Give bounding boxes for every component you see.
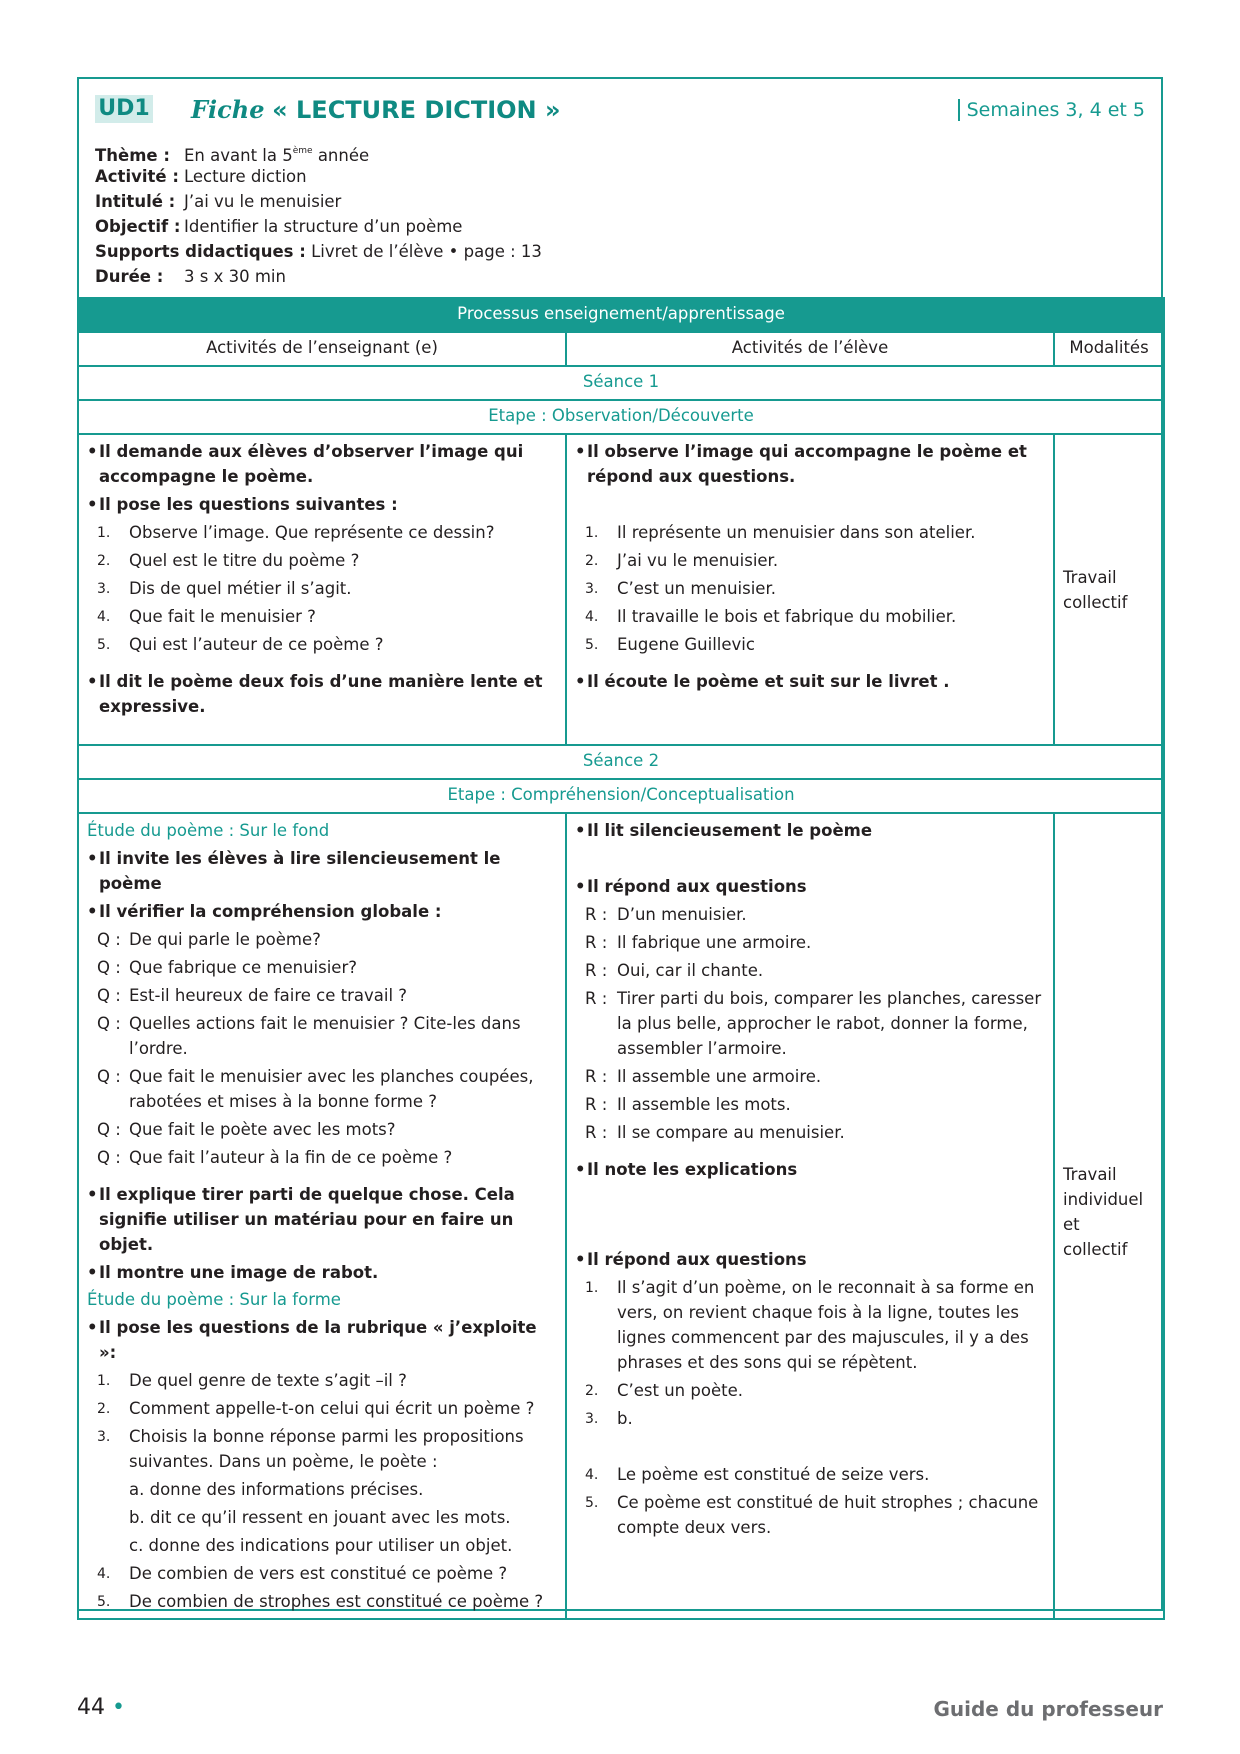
meta-theme: Thème : En avant la 5ème année — [95, 146, 370, 165]
answer-item: R : D’un menuisier. — [585, 905, 747, 924]
list-item: 2. Quel est le titre du poème ? — [97, 551, 360, 570]
meta-supports: Supports didactiques : Livret de l’élève • page : 13 — [95, 242, 542, 261]
teacher-bullet: • Il invite les élèves à lire silencieusement le poème — [87, 846, 557, 896]
sheet-header — [95, 93, 1145, 127]
question-item: Q : Que fait le poète avec les mots? — [97, 1120, 396, 1139]
meta-intitule: Intitulé : J’ai vu le menuisier — [95, 192, 342, 211]
teacher-bullet: • Il pose les questions suivantes : — [87, 492, 557, 517]
student-bullet: • Il note les explications — [575, 1157, 1045, 1182]
list-item: 5. Qui est l’auteur de ce poème ? — [97, 635, 384, 654]
list-item: 4. Que fait le menuisier ? — [97, 607, 316, 626]
list-item: 1. Il s’agit d’un poème, on le reconnait à sa forme en vers, on revient chaque fois à la ligne, toutes les lignes commencent par des majuscules, il y a des phrases et des sons qui se répètent. — [585, 1278, 1035, 1372]
process-table — [77, 297, 1165, 1620]
student-bullet: • Il observe l’image qui accompagne le poème et répond aux questions. — [575, 439, 1045, 489]
list-item: 4. Il travaille le bois et fabrique du mobilier. — [585, 607, 957, 626]
option-item: c. donne des indications pour utiliser un objet. — [129, 1536, 513, 1555]
list-item: 5. De combien de strophes est constitué ce poème ? — [97, 1592, 544, 1611]
sheet-title — [191, 93, 561, 127]
seance-2-etape: Etape : Compréhension/Conceptualisation — [78, 779, 1164, 813]
meta-objectif: Objectif : Identifier la structure d’un poème — [95, 217, 463, 236]
list-item: 3. b. — [585, 1409, 633, 1428]
teacher-bullet: • Il explique tirer parti de quelque chose. Cela signifie utiliser un matériau pour en faire un objet. — [87, 1182, 557, 1257]
question-item: Q : De qui parle le poème? — [97, 930, 321, 949]
student-bullet: • Il écoute le poème et suit sur le livret . — [575, 669, 1045, 694]
list-item: 3. C’est un menuisier. — [585, 579, 776, 598]
teacher-bullet: • Il montre une image de rabot. — [87, 1260, 557, 1285]
lesson-sheet — [77, 77, 1163, 1611]
col-modal-header: Modalités — [1054, 332, 1164, 366]
answer-item: R : Tirer parti du bois, comparer les planches, caresser la plus belle, approcher le rabot, donner la forme, assembler l’armoire. — [585, 989, 1042, 1058]
list-item: 4. De combien de vers est constitué ce poème ? — [97, 1564, 508, 1583]
list-item: 2. Comment appelle-t-on celui qui écrit un poème ? — [97, 1399, 535, 1418]
question-item: Q : Que fabrique ce menuisier? — [97, 958, 357, 977]
section-heading: Étude du poème : Sur le fond — [87, 821, 330, 840]
fiche-word: Fiche — [191, 95, 265, 124]
list-item: 5. Eugene Guillevic — [585, 635, 755, 654]
question-item: Q : Que fait l’auteur à la fin de ce poème ? — [97, 1148, 453, 1167]
option-item: b. dit ce qu’il ressent en jouant avec les mots. — [129, 1508, 511, 1527]
list-item: 1. Observe l’image. Que représente ce dessin? — [97, 523, 495, 542]
teacher-bullet: • Il demande aux élèves d’observer l’image qui accompagne le poème. — [87, 439, 557, 489]
seance-2-modal — [1054, 813, 1164, 1619]
seance-1-student — [566, 434, 1054, 745]
meta-activite: Activité : Lecture diction — [95, 167, 307, 186]
section-heading: Étude du poème : Sur la forme — [87, 1290, 341, 1309]
teacher-bullet: • Il pose les questions de la rubrique « j’exploite »: — [87, 1315, 557, 1365]
page-number: 44 • — [77, 1695, 125, 1720]
seance-2-student — [566, 813, 1054, 1619]
process-header: Processus enseignement/apprentissage — [78, 298, 1164, 332]
fiche-title: « LECTURE DICTION » — [272, 96, 561, 124]
list-item: 2. J’ai vu le menuisier. — [585, 551, 779, 570]
seance-1-etape: Etape : Observation/Découverte — [78, 400, 1164, 434]
list-item: 2. C’est un poète. — [585, 1381, 743, 1400]
answer-item: R : Oui, car il chante. — [585, 961, 764, 980]
student-bullet: • Il répond aux questions — [575, 1247, 1045, 1272]
answer-item: R : Il assemble une armoire. — [585, 1067, 822, 1086]
list-item: 5. Ce poème est constitué de huit strophes ; chacune compte deux vers. — [585, 1493, 1039, 1537]
list-item: 1. Il représente un menuisier dans son atelier. — [585, 523, 976, 542]
question-item: Q : Que fait le menuisier avec les planches coupées, rabotées et mises à la bonne forme ? — [97, 1067, 534, 1111]
meta-duree: Durée : 3 s x 30 min — [95, 267, 286, 286]
col-teacher-header: Activités de l’enseignant (e) — [78, 332, 566, 366]
answer-item: R : Il assemble les mots. — [585, 1095, 791, 1114]
option-item: a. donne des informations précises. — [129, 1480, 424, 1499]
lesson-meta — [95, 139, 895, 289]
seance-1-teacher — [78, 434, 566, 745]
list-item: 4. Le poème est constitué de seize vers. — [585, 1465, 930, 1484]
seance-1-title: Séance 1 — [78, 366, 1164, 400]
seance-2-title: Séance 2 — [78, 745, 1164, 779]
student-bullet: • Il lit silencieusement le poème — [575, 818, 1045, 843]
answer-item: R : Il fabrique une armoire. — [585, 933, 812, 952]
question-item: Q : Est-il heureux de faire ce travail ? — [97, 986, 408, 1005]
modal-label: Travail collectif — [1063, 567, 1128, 612]
unit-tag: UD1 — [95, 95, 153, 123]
seance-1-modal — [1054, 434, 1164, 745]
modal-label: Travail individuel et collectif — [1063, 1165, 1144, 1259]
list-item: 1. De quel genre de texte s’agit –il ? — [97, 1371, 407, 1390]
list-item: 3. Dis de quel métier il s’agit. — [97, 579, 352, 598]
student-bullet: • Il répond aux questions — [575, 874, 1045, 899]
teacher-bullet: • Il vérifier la compréhension globale : — [87, 899, 557, 924]
question-item: Q : Quelles actions fait le menuisier ? Cite-les dans l’ordre. — [97, 1014, 521, 1058]
col-student-header: Activités de l’élève — [566, 332, 1054, 366]
footer-guide-label: Guide du professeur — [933, 1697, 1163, 1721]
weeks-label: Semaines 3, 4 et 5 — [958, 99, 1145, 121]
list-item: 3. Choisis la bonne réponse parmi les propositions suivantes. Dans un poème, le poète : — [97, 1427, 524, 1471]
teacher-bullet: • Il dit le poème deux fois d’une manière lente et expressive. — [87, 669, 557, 719]
answer-item: R : Il se compare au menuisier. — [585, 1123, 845, 1142]
seance-2-teacher — [78, 813, 566, 1619]
